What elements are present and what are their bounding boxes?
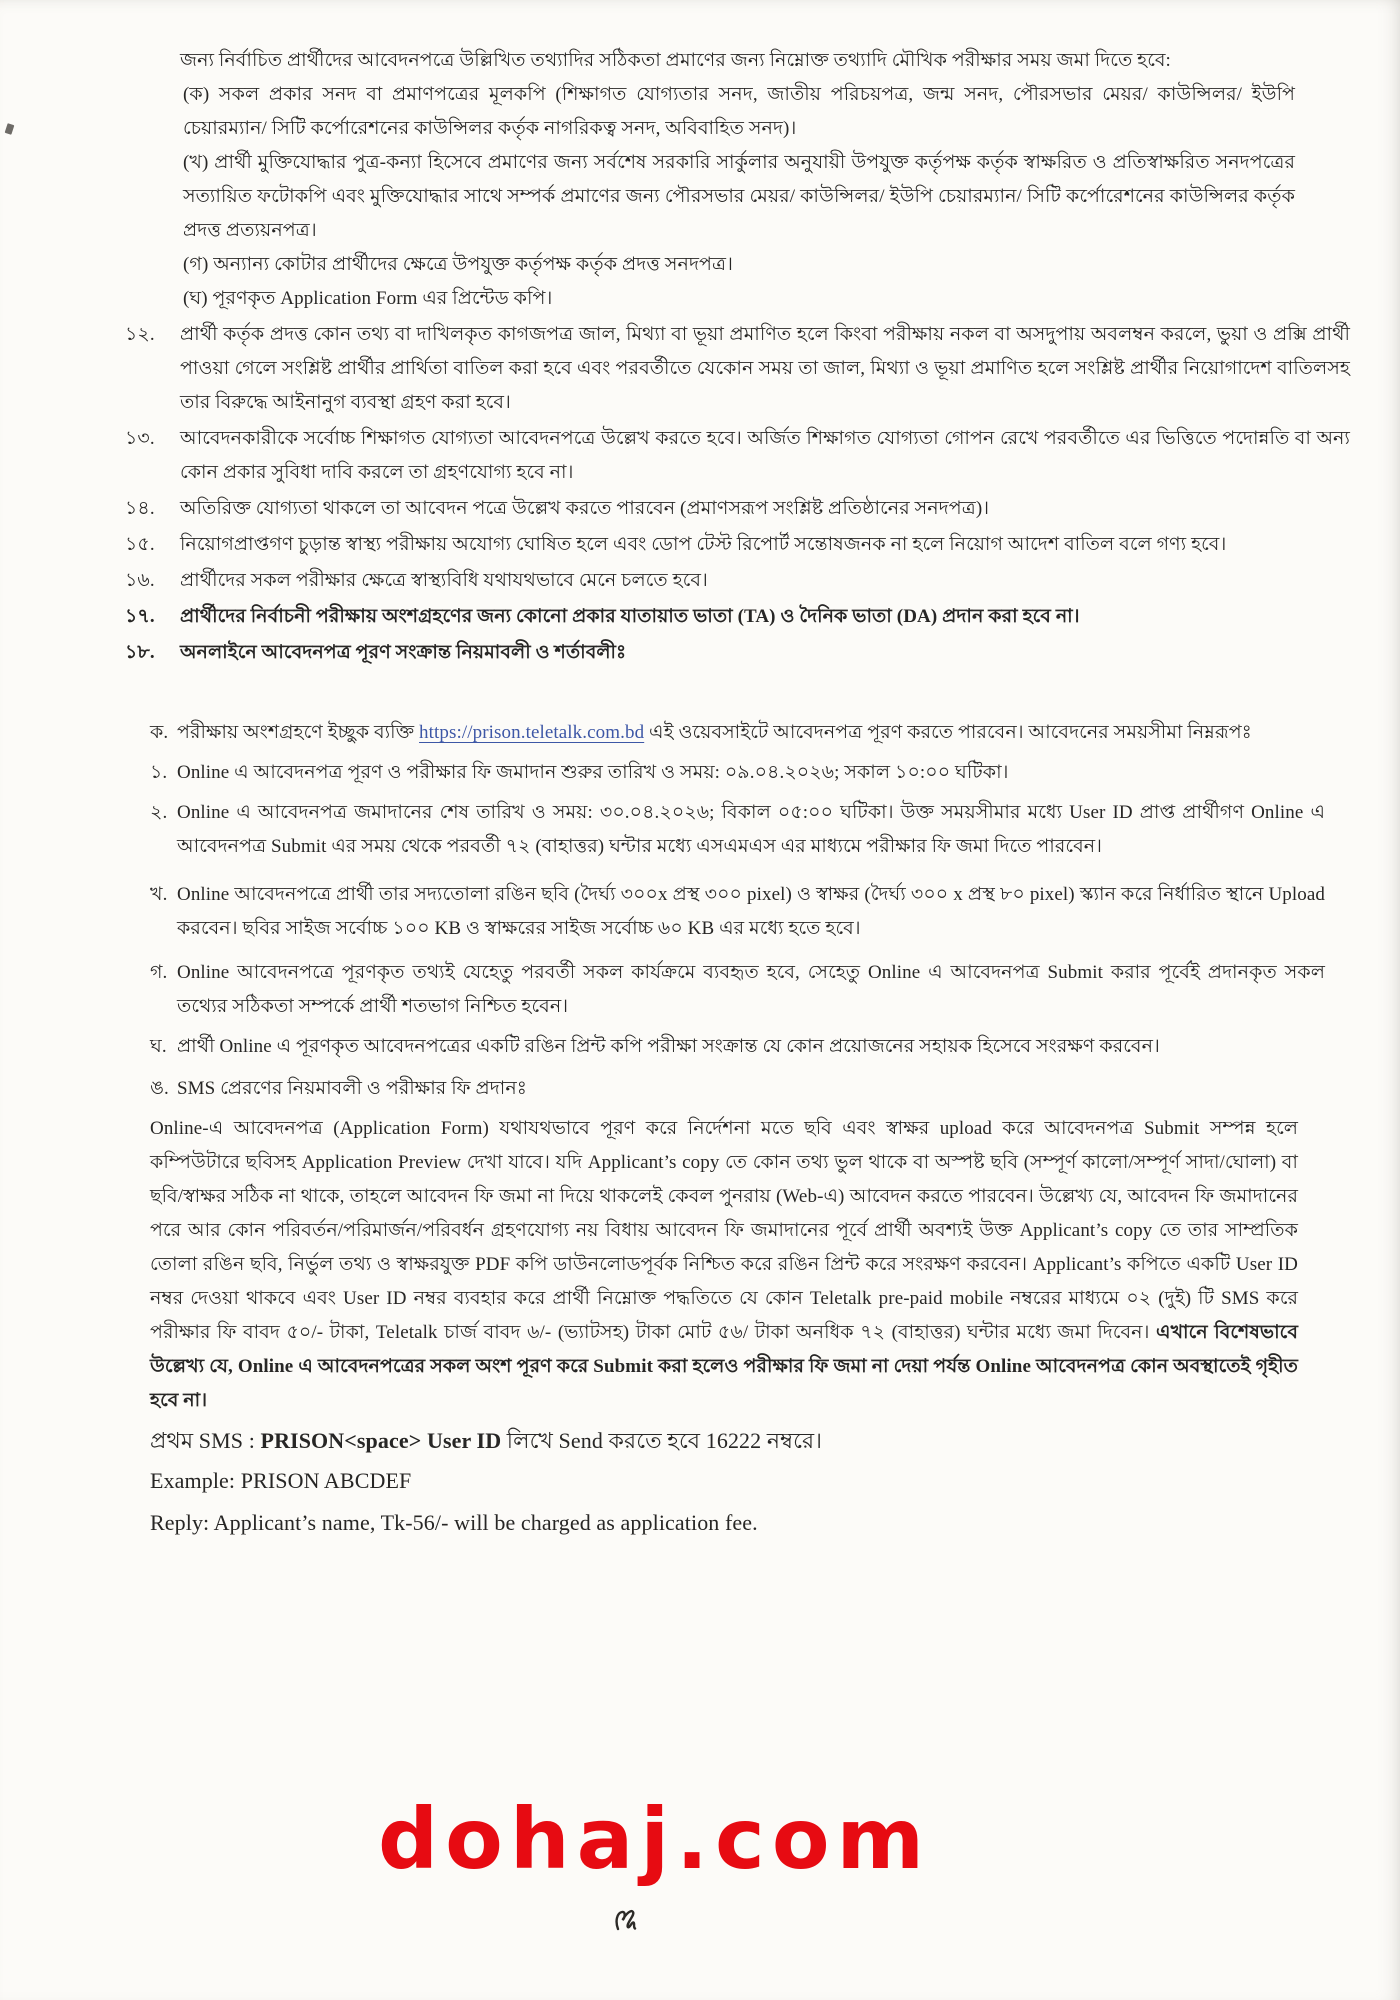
numbered-item-15: [125, 528, 1350, 562]
numbered-item-12: [125, 318, 1350, 420]
item-text: আবেদনকারীকে সর্বোচ্চ শিক্ষাগত যোগ্যতা আবেদনপত্রে উল্লেখ করতে হবে। অর্জিত শিক্ষাগত যোগ্যতা গোপন রেখে পরবর্তীতে এর ভিত্তিতে পদোন্নতি বা অন্য কোন প্রকার সুবিধা দাবি করলে তা গ্রহণযোগ্য হবে না।: [180, 428, 1350, 483]
item-number: ১৮.: [125, 642, 155, 663]
watermark-text: dohaj.com: [378, 1790, 932, 1888]
item-number: ১২.: [125, 324, 155, 345]
cert-subitem-ka: (ক) সকল প্রকার সনদ বা প্রমাণপত্রের মূলকপি (শিক্ষাগত যোগ্যতার সনদ, জাতীয় পরিচয়পত্র, জন্ম সনদ, পৌরসভার মেয়র/ কাউন্সিলর/ ইউপি চেয়ারম্যান/ সিটি কর্পোরেশনের কাউন্সিলর কর্তৃক নাগরিকত্ব সনদ, অবিবাহিত সনদ)।: [183, 84, 1295, 139]
rule-label: খ.: [150, 884, 168, 905]
numbered-item-13: [125, 422, 1350, 490]
heading-text: SMS প্রেরণের নিয়মাবলী ও পরীক্ষার ফি প্রদানঃ: [177, 1078, 527, 1099]
rule-text: প্রার্থী Online এ পূরণকৃত আবেদনপত্রের একটি রঙিন প্রিন্ট কপি পরীক্ষা সংক্রান্ত যে কোন প্রয়োজনের সহায়ক হিসেবে সংরক্ষণ করবেন।: [177, 1036, 1160, 1057]
document-content: [0, 44, 1400, 1542]
rule-text-before-link: পরীক্ষায় অংশগ্রহণে ইচ্ছুক ব্যক্তি: [177, 722, 420, 743]
sms-rules-heading: [150, 1072, 1325, 1106]
rule-label: ঘ.: [150, 1036, 167, 1057]
online-rule-kha: [150, 878, 1325, 946]
item-text: প্রার্থী কর্তৃক প্রদত্ত কোন তথ্য বা দাখিলকৃত কাগজপত্র জাল, মিথ্যা বা ভূয়া প্রমাণিত হলে কিংবা পরীক্ষায় নকল বা অসদুপায় অবলম্বন করলে, ভুয়া ও প্রক্সি প্রার্থী পাওয়া গেলে সংশ্লিষ্ট প্রার্থীর প্রার্থিতা বাতিল করা হবে এবং পরবর্তীতে যেকোন সময় তা জাল, মিথ্যা ও ভূয়া প্রমাণিত হলে সংশ্লিষ্ট প্রার্থীর নিয়োগাদেশ বাতিলসহ তার বিরুদ্ধে আইনানুগ ব্যবস্থা গ্রহণ করা হবে।: [180, 324, 1350, 413]
rule-label: গ.: [150, 962, 168, 983]
item-number: ১৩.: [125, 428, 155, 449]
first-sms-lead: প্রথম SMS :: [150, 1428, 261, 1453]
step-number: ১.: [150, 762, 168, 783]
sms-paragraph-regular: Online-এ আবেদনপত্র (Application Form) যথাযথভাবে পূরণ করে নির্দেশনা মতে ছবি এবং স্বাক্ষর upload করে আবেদনপত্র Submit সম্পন্ন হলে কম্পিউটারে ছবিসহ Application Preview দেখা যাবে। যদি Applicant’s copy তে কোন তথ্য ভুল থাকে বা অস্পষ্ট ছবি (সম্পূর্ণ কালো/সম্পূর্ণ সাদা/ঘোলা) বা ছবি/স্বাক্ষর সঠিক না থাকে, তাহলে আবেদন ফি জমা না দিয়ে থাকলেই কেবল পুনরায় (Web-এ) আবেদন করতে পারবেন। উল্লেখ্য যে, আবেদন ফি জমাদানের পরে আর কোন পরিবর্তন/পরিমার্জন/পরিবর্ধন গ্রহণযোগ্য নয় বিধায় আবেদন ফি জমাদানের পূর্বে প্রার্থী অবশ্যই উক্ত Applicant’s copy তে তার সাম্প্রতিক তোলা রঙিন ছবি, নির্ভুল তথ্য ও স্বাক্ষরযুক্ত PDF কপি ডাউনলোডপূর্বক নিশ্চিত করে রঙিন প্রিন্ট করে সংরক্ষণ করবেন। Applicant’s কপিতে একটি User ID নম্বর দেওয়া থাকবে এবং User ID নম্বর ব্যবহার করে প্রার্থী নিম্নোক্ত পদ্ধতিতে যে কোন Teletalk pre-paid mobile নম্বরের মাধ্যমে ০২ (দুই) টি SMS করে পরীক্ষার ফি বাবদ ৫০/- টাকা, Teletalk চার্জ বাবদ ৬/- (ভ্যাটসহ) টাকা মোট ৫৬/ টাকা অনধিক ৭২ (বাহাত্তর) ঘন্টার মধ্যে জমা দিবেন।: [150, 1118, 1298, 1343]
sms-example-line: Example: PRISON ABCDEF: [150, 1468, 412, 1493]
item-text: অতিরিক্ত যোগ্যতা থাকলে তা আবেদন পত্রে উল্লেখ করতে পারবেন (প্রমাণসরূপ সংশ্লিষ্ট প্রতিষ্ঠানের সনদপত্র)।: [180, 498, 990, 519]
numbered-item-18-heading: [125, 636, 1350, 670]
online-rule-ga: [150, 956, 1325, 1024]
item-text: প্রার্থীদের সকল পরীক্ষার ক্ষেত্রে স্বাস্থ্যবিধি যথাযথভাবে মেনে চলতে হবে।: [180, 570, 708, 591]
sms-reply-line: Reply: Applicant’s name, Tk-56/- will be charged as application fee.: [150, 1510, 758, 1535]
cert-subitem-kha: (খ) প্রার্থী মুক্তিযোদ্ধার পুত্র-কন্যা হিসেবে প্রমাণের জন্য সর্বশেষ সরকারি সার্কুলার অনুযায়ী উপযুক্ত কর্তৃপক্ষ কর্তৃক স্বাক্ষরিত ও প্রতিস্বাক্ষরিত সনদপত্রের সত্যায়িত ফটোকপি এবং মুক্তিযোদ্ধার সাথে সম্পর্ক প্রমাণের জন্য পৌরসভার মেয়র/ কাউন্সিলর/ ইউপি চেয়ারম্যান/ সিটি কর্পোরেশনের কাউন্সিলর কর্তৃক প্রদত্ত প্রত্যয়নপত্র।: [183, 152, 1295, 241]
item-number: ১৪.: [125, 498, 155, 519]
online-rule-ka: [150, 716, 1325, 750]
item-number: ১৫.: [125, 534, 155, 555]
numbered-item-16: [125, 564, 1350, 598]
cert-subitem-ga: (গ) অন্যান্য কোটার প্রার্থীদের ক্ষেত্রে উপযুক্ত কর্তৃপক্ষ কর্তৃক প্রদত্ত সনদপত্র।: [183, 254, 733, 275]
numbered-item-17: [125, 600, 1350, 634]
sms-paragraph-bold-note: এখানে বিশেষভাবে উল্লেখ্য যে, Online এ আবেদনপত্রের সকল অংশ পূরণ করে Submit করা হলেও পরীক্ষার ফি জমা না দেয়া পর্যন্ত Online আবেদনপত্র কোন অবস্থাতেই গৃহীত হবে না।: [150, 1322, 1298, 1411]
numbered-item-14: [125, 492, 1350, 526]
rule-label: ক.: [150, 722, 169, 743]
step-text: Online এ আবেদনপত্র পূরণ ও পরীক্ষার ফি জমাদান শুরুর তারিখ ও সময়: ০৯.০৪.২০২৬; সকাল ১০:০০ ঘটিকা।: [177, 762, 1009, 783]
handwritten-mark: [612, 1905, 646, 1937]
intro-paragraph: জন্য নির্বাচিত প্রার্থীদের আবেদনপত্রে উল্লিখিত তথ্যাদির সঠিকতা প্রমাণের জন্য নিম্নোক্ত তথ্যাদি মৌখিক পরীক্ষার সময় জমা দিতে হবে:: [180, 50, 1171, 71]
online-rule-gha: [150, 1030, 1325, 1064]
rule-text: Online আবেদনপত্রে পূরণকৃত তথ্যই যেহেতু পরবর্তী সকল কার্যক্রমে ব্যবহৃত হবে, সেহেতু Online এ আবেদনপত্র Submit করার পূর্বেই প্রদানকৃত সকল তথ্যের সঠিকতা সম্পর্কে প্রার্থী শতভাগ নিশ্চিত হবেন।: [177, 962, 1325, 1017]
item-text: অনলাইনে আবেদনপত্র পূরণ সংক্রান্ত নিয়মাবলী ও শর্তাবলীঃ: [180, 642, 627, 663]
first-sms-line: [150, 1422, 1298, 1460]
sms-instructions-paragraph: [150, 1112, 1298, 1418]
first-sms-format: PRISON<space> User ID: [260, 1428, 502, 1453]
step-text: Online এ আবেদনপত্র জমাদানের শেষ তারিখ ও সময়: ৩০.০৪.২০২৬; বিকাল ০৫:০০ ঘটিকা। উক্ত সময়সীমার মধ্যে User ID প্রাপ্ত প্রার্থীগণ Online এ আবেদনপত্র Submit এর সময় থেকে পরবর্তী ৭২ (বাহাত্তর) ঘন্টার মধ্যে এসএমএস এর মাধ্যমে পরীক্ষার ফি জমা দিতে পারবেন।: [177, 802, 1325, 857]
application-website-link[interactable]: https://prison.teletalk.com.bd: [419, 722, 645, 743]
rule-text: Online আবেদনপত্রে প্রার্থী তার সদ্যতোলা রঙিন ছবি (দৈর্ঘ্য ৩০০x প্রস্থ ৩০০ pixel) ও স্বাক্ষর (দৈর্ঘ্য ৩০০ x প্রস্থ ৮০ pixel) স্ক্যান করে নির্ধারিত স্থানে Upload করবেন। ছবির সাইজ সর্বোচ্চ ১০০ KB ও স্বাক্ষরের সাইজ সর্বোচ্চ ৬০ KB এর মধ্যে হতে হবে।: [177, 884, 1325, 939]
step-number: ২.: [150, 802, 168, 823]
item-text: প্রার্থীদের নির্বাচনী পরীক্ষায় অংশগ্রহণের জন্য কোনো প্রকার যাতায়াত ভাতা (TA) ও দৈনিক ভাতা (DA) প্রদান করা হবে না।: [180, 606, 1080, 627]
cert-subitem-gha: (ঘ) পূরণকৃত Application Form এর প্রিন্টেড কপি।: [183, 288, 553, 309]
online-step-2: [150, 796, 1325, 864]
online-step-1: [150, 756, 1325, 790]
first-sms-tail: লিখে Send করতে হবে 16222 নম্বরে।: [501, 1428, 823, 1453]
rule-label: ঙ.: [150, 1078, 169, 1099]
item-number: ১৭.: [125, 606, 155, 627]
rule-text-after-link: এই ওয়েবসাইটে আবেদনপত্র পূরণ করতে পারবেন। আবেদনের সময়সীমা নিম্নরূপঃ: [644, 722, 1252, 743]
item-text: নিয়োগপ্রাপ্তগণ চুড়ান্ত স্বাস্থ্য পরীক্ষায় অযোগ্য ঘোষিত হলে এবং ডোপ টেস্ট রিপোর্ট সন্তোষজনক না হলে নিয়োগ আদেশ বাতিল বলে গণ্য হবে।: [180, 534, 1227, 555]
item-number: ১৬.: [125, 570, 155, 591]
